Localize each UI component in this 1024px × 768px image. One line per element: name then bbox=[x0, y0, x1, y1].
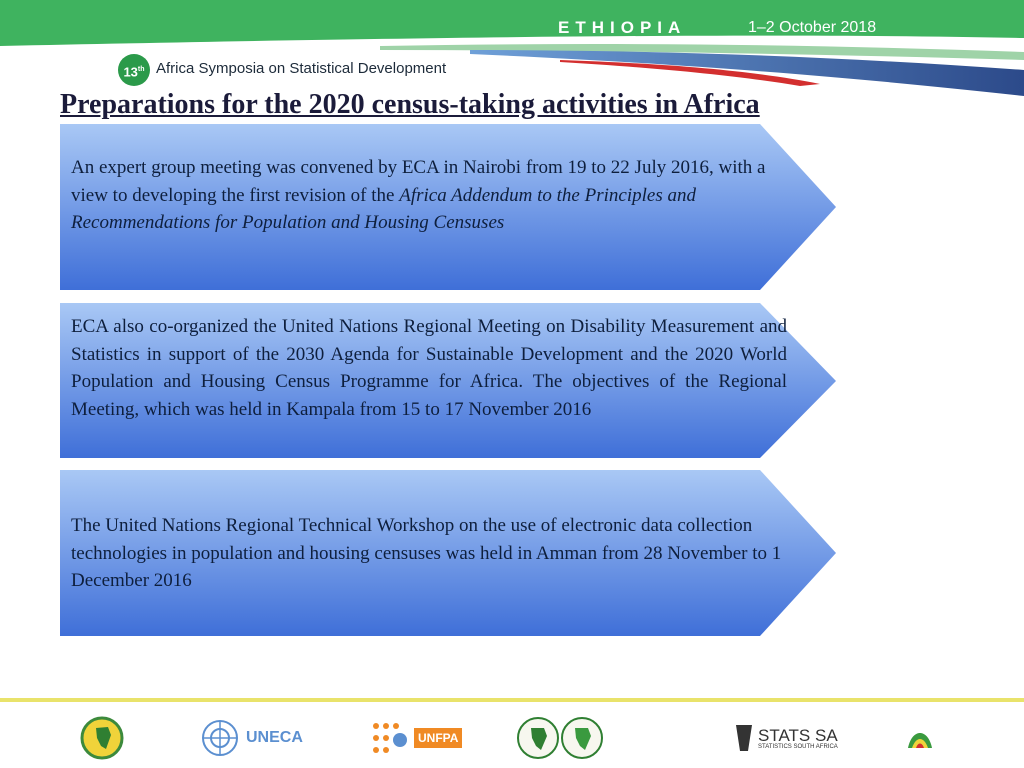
stats-sa-icon bbox=[734, 723, 754, 753]
header-band bbox=[0, 0, 1024, 100]
box-1-lead: An expert group meeting was convened by ECA in Nairobi from 19 to 22 July 2016, with a view to developing the first revision of the bbox=[71, 157, 766, 206]
stats-sa-logo bbox=[734, 716, 838, 760]
slide-title: Preparations for the 2020 census-taking activities in Africa bbox=[60, 89, 760, 120]
africa-map-seal-icon-2 bbox=[560, 716, 604, 760]
uneca-logo bbox=[198, 716, 303, 760]
africa-map-seal-icon bbox=[516, 716, 560, 760]
chevron-box-3 bbox=[60, 470, 838, 636]
ethiopia-csa-logo bbox=[902, 716, 938, 760]
country-label: ETHIOPIA bbox=[558, 18, 687, 37]
box-3-text: The United Nations Regional Technical Workshop on the use of electronic data collection technologies in population and housing censuses was held in Amman from 28 November to 1 December 2016 bbox=[71, 515, 782, 591]
stats-sa-label: STATS SA bbox=[758, 725, 838, 745]
stats-sa-sublabel: STATISTICS SOUTH AFRICA bbox=[758, 743, 838, 750]
ethiopia-csa-emblem-icon bbox=[902, 718, 938, 758]
edition-badge bbox=[118, 54, 150, 86]
africa-seal-logo-2 bbox=[560, 716, 604, 760]
edition-number: 13 bbox=[123, 64, 138, 80]
unfpa-label: UNFPA bbox=[414, 728, 462, 748]
edition-suffix: th bbox=[137, 66, 145, 73]
unfpa-logo bbox=[370, 716, 462, 760]
chevron-box-1 bbox=[60, 124, 838, 290]
box-2-text: ECA also co-organized the United Nations Regional Meeting on Disability Measurement and Statistics in support of the 2030 Agenda for Sustainable Development and the 2020 World Population and Housing Census Programme for Africa. The objectives of the Regional Meeting, which was held in Kampala from 15 to 17 November 2016 bbox=[71, 316, 787, 420]
african-union-logo bbox=[80, 716, 124, 760]
symposium-name: Africa Symposia on Statistical Development bbox=[156, 60, 447, 77]
uneca-label: UNECA bbox=[246, 729, 303, 746]
footer-divider bbox=[0, 698, 1024, 702]
stats-sa-text bbox=[758, 727, 838, 750]
un-emblem-icon bbox=[198, 716, 242, 760]
chevron-box-2 bbox=[60, 303, 838, 458]
african-union-emblem-icon bbox=[80, 716, 124, 760]
event-dates: 1–2 October 2018 bbox=[748, 19, 877, 36]
africa-seal-logo-1 bbox=[516, 716, 560, 760]
box-1-italic: Africa Addendum to the Principles and Recommendations for Population and Housing Censuses bbox=[71, 184, 696, 233]
box-1-text bbox=[71, 154, 787, 237]
header-swoosh bbox=[0, 0, 1024, 100]
unfpa-dots-icon bbox=[370, 718, 410, 758]
